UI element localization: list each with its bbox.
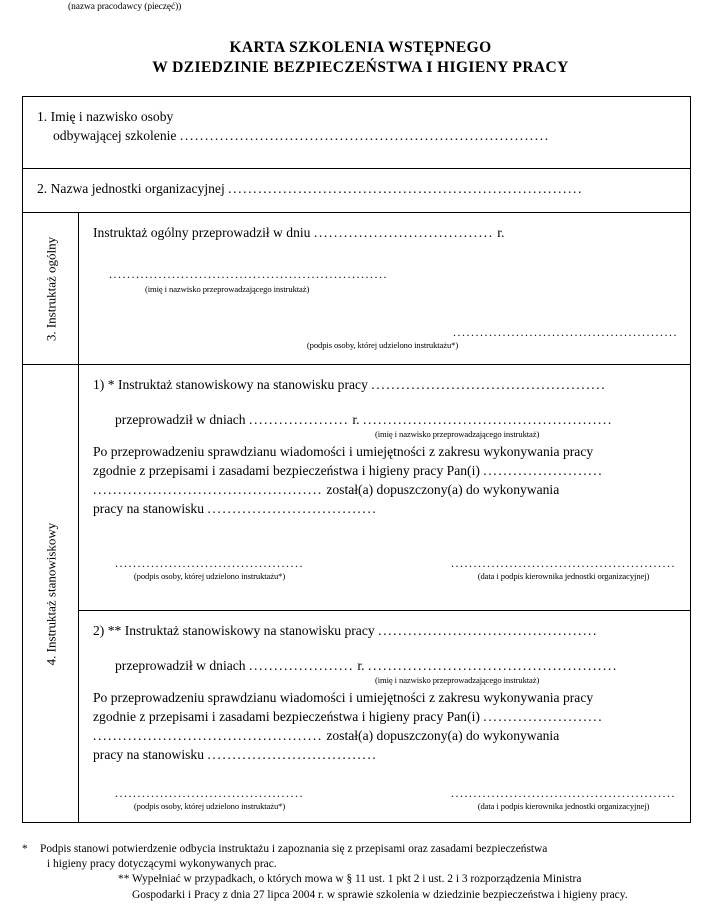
employer-stamp-caption: (nazwa pracodawcy (pieczęć)) bbox=[68, 2, 182, 12]
item1-paragraph-line-1: Po przeprowadzeniu sprawdzianu wiadomości i umiejętności z zakresu wykonywania pracy bbox=[93, 444, 594, 459]
general-training-instructor-dots[interactable]: .............................................................. bbox=[109, 267, 388, 281]
item2-signature-right-caption: (data i podpis kierownika jednostki organizacyjnej) bbox=[477, 801, 650, 811]
field-person-name-label-line-2: odbywającej szkolenie bbox=[53, 128, 177, 143]
item1-paragraph-line-2-dots[interactable]: ........................ bbox=[483, 463, 604, 478]
item2-conducted-line bbox=[93, 656, 678, 675]
general-training-signature-dots[interactable]: .................................................. bbox=[453, 325, 678, 339]
footnote-double-text-line-2: Gospodarki i Pracy z dnia 27 lipca 2004 r. w sprawie szkolenia w dziedzinie bezpieczeństwa i higieny pracy. bbox=[132, 888, 628, 901]
workstation-training-items bbox=[79, 365, 690, 822]
item1-paragraph-line-3 bbox=[93, 480, 678, 499]
field-org-unit-label: 2. Nazwa jednostki organizacyjnej bbox=[37, 181, 225, 196]
side-label-workstation-training bbox=[23, 365, 79, 822]
field-person-name[interactable] bbox=[23, 97, 690, 168]
item2-conducted-label: przeprowadził w dniach bbox=[115, 658, 246, 673]
general-training-signature-block bbox=[93, 325, 678, 351]
item2-title-line bbox=[93, 621, 678, 640]
footnote-single-text-line-1: Podpis stanowi potwierdzenie odbycia instruktażu i zapoznania się z przepisami oraz zasadami bezpieczeństwa bbox=[40, 843, 548, 855]
item1-year-mark: r. bbox=[352, 412, 360, 427]
field-person-name-label-line-1: 1. Imię i nazwisko osoby bbox=[37, 109, 174, 124]
field-person-name-dots[interactable]: .......................................................................... bbox=[179, 128, 550, 143]
item1-paragraph-line-3-text: został(a) dopuszczony(a) do wykonywania bbox=[326, 482, 560, 497]
item1-paragraph-line-4-dots[interactable]: .................................. bbox=[207, 501, 378, 516]
item1-signature-right-caption: (data i podpis kierownika jednostki organizacyjnej) bbox=[477, 571, 650, 581]
general-training-instructor-rule bbox=[93, 264, 678, 284]
side-label-general-training-text: 3. Instruktaż ogólny bbox=[43, 236, 58, 341]
item1-title-dots[interactable]: ............................................... bbox=[371, 377, 607, 392]
item2-paragraph-line-3-text: został(a) dopuszczony(a) do wykonywania bbox=[326, 728, 560, 743]
general-training-signature-caption: (podpis osoby, której udzielono instruktażu*) bbox=[306, 340, 459, 350]
item2-year-mark: r. bbox=[357, 658, 365, 673]
item2-conducted-dots[interactable]: ..................... bbox=[249, 658, 354, 673]
general-training-date-dots[interactable]: .................................... bbox=[313, 225, 494, 240]
item1-signature-left[interactable] bbox=[115, 556, 304, 582]
item2-signature-row bbox=[93, 786, 678, 812]
item1-conducted-line bbox=[93, 410, 678, 429]
item2-signature-left[interactable] bbox=[115, 786, 304, 812]
item1-paragraph-line-4 bbox=[93, 499, 678, 518]
page-title-line-1: KARTA SZKOLENIA WSTĘPNEGO bbox=[229, 39, 492, 56]
footnote-single-mark: * bbox=[22, 843, 28, 855]
item2-paragraph-line-2 bbox=[93, 707, 678, 726]
item1-paragraph-line-2 bbox=[93, 461, 678, 480]
table-row-name bbox=[23, 97, 690, 169]
table-row-org-unit bbox=[23, 169, 690, 213]
footnote-single-text-line-2: i higieny pracy dotyczącymi wykonywanych prac. bbox=[47, 858, 277, 871]
footnote-double-mark: ** bbox=[118, 873, 130, 886]
item2-title-dots[interactable]: ............................................ bbox=[378, 623, 599, 638]
item1-asterisk: * bbox=[107, 377, 115, 392]
page-title-line-2: W DZIEDZINIE BEZPIECZEŃSTWA I HIGIENY PRACY bbox=[152, 59, 569, 76]
item1-number: 1) bbox=[93, 377, 105, 392]
item1-paragraph-line-4-text: pracy na stanowisku bbox=[93, 501, 204, 516]
item2-paragraph-line-4 bbox=[93, 745, 678, 764]
footnote-double-text-line-1: Wypełniać w przypadkach, o których mowa w § 11 ust. 1 pkt 2 i ust. 2 i 3 rozporządzenia Ministra bbox=[132, 873, 582, 886]
item2-signature-right[interactable] bbox=[451, 786, 676, 812]
item2-signature-left-caption: (podpis osoby, której udzielono instruktażu*) bbox=[133, 801, 286, 811]
workstation-training-item-1[interactable] bbox=[79, 365, 690, 611]
item2-paragraph-line-2-dots[interactable]: ........................ bbox=[483, 709, 604, 724]
item2-title: Instruktaż stanowiskowy na stanowisku pracy bbox=[124, 623, 375, 638]
item2-paragraph-line-4-text: pracy na stanowisku bbox=[93, 747, 204, 762]
item1-paragraph-line-2-text: zgodnie z przepisami i zasadami bezpieczeństwa i higieny pracy Pan(i) bbox=[93, 463, 480, 478]
field-org-unit-line bbox=[37, 179, 678, 198]
table-row-workstation-training bbox=[23, 365, 690, 822]
item1-instructor-caption: (imię i nazwisko przeprowadzającego instruktaż) bbox=[375, 429, 540, 439]
item1-title: Instruktaż stanowiskowy na stanowisku pracy bbox=[117, 377, 368, 392]
item2-signature-right-dots[interactable]: .................................................. bbox=[451, 786, 676, 800]
general-training-year-mark: r. bbox=[497, 225, 505, 240]
general-training-date-label: Instruktaż ogólny przeprowadził w dniu bbox=[93, 225, 311, 240]
item2-paragraph-line-3-dots[interactable]: .............................................. bbox=[93, 728, 323, 743]
general-training-date-line bbox=[93, 223, 678, 242]
footnote-single bbox=[22, 842, 702, 857]
table-row-general-training bbox=[23, 213, 690, 365]
item1-signature-left-dots[interactable]: .......................................... bbox=[115, 556, 304, 570]
item2-paragraph-line-2-text: zgodnie z przepisami i zasadami bezpieczeństwa i higieny pracy Pan(i) bbox=[93, 709, 480, 724]
item2-paragraph-line-1: Po przeprowadzeniu sprawdzianu wiadomości i umiejętności z zakresu wykonywania pracy bbox=[93, 690, 594, 705]
side-label-general-training bbox=[23, 213, 79, 364]
item1-signature-row bbox=[93, 556, 678, 582]
side-label-workstation-training-text: 4. Instruktaż stanowiskowy bbox=[43, 522, 58, 665]
item1-signature-left-caption: (podpis osoby, której udzielono instruktażu*) bbox=[133, 571, 286, 581]
item2-signature-left-dots[interactable]: .......................................... bbox=[115, 786, 304, 800]
item2-paragraph-line-4-dots[interactable]: .................................. bbox=[207, 747, 378, 762]
field-org-unit[interactable] bbox=[23, 169, 690, 212]
item2-paragraph-line-3 bbox=[93, 726, 678, 745]
field-person-name-line-2 bbox=[37, 126, 678, 145]
footnotes bbox=[22, 842, 702, 903]
footnote-double bbox=[22, 872, 702, 887]
item1-signature-right[interactable] bbox=[451, 556, 676, 582]
item1-title-line bbox=[93, 375, 678, 394]
section-general-training[interactable] bbox=[79, 213, 690, 364]
item1-instructor-dots[interactable]: .................................................. bbox=[362, 412, 613, 427]
workstation-training-item-2[interactable] bbox=[79, 611, 690, 822]
item2-number: 2) bbox=[93, 623, 105, 638]
item1-paragraph-line-3-dots[interactable]: .............................................. bbox=[93, 482, 323, 497]
general-training-instructor-caption: (imię i nazwisko przeprowadzającego instruktaż) bbox=[145, 284, 310, 294]
item2-instructor-caption: (imię i nazwisko przeprowadzającego instruktaż) bbox=[375, 675, 540, 685]
item1-conducted-label: przeprowadził w dniach bbox=[115, 412, 246, 427]
page-title bbox=[0, 38, 721, 78]
form-table bbox=[22, 96, 691, 823]
item1-signature-right-dots[interactable]: .................................................. bbox=[451, 556, 676, 570]
field-org-unit-dots[interactable]: ....................................................................... bbox=[228, 181, 584, 196]
item1-conducted-dots[interactable]: .................... bbox=[249, 412, 349, 427]
item2-asterisk: ** bbox=[107, 623, 122, 638]
item2-instructor-dots[interactable]: .................................................. bbox=[367, 658, 618, 673]
